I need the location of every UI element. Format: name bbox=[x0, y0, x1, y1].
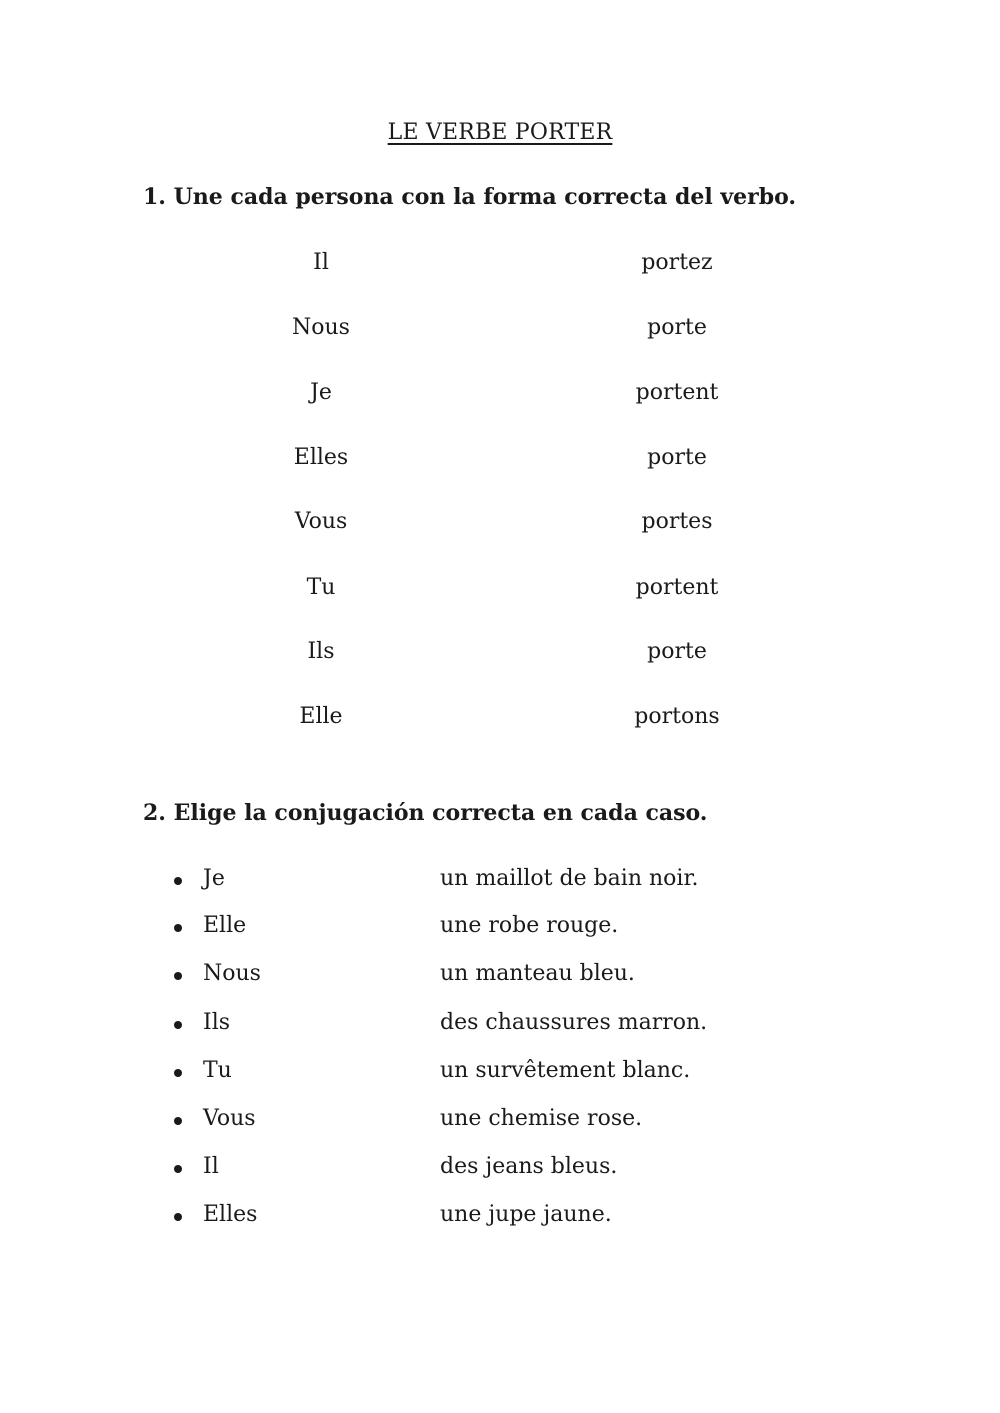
match-row bbox=[0, 250, 1000, 280]
list-item-subject: Il bbox=[203, 1154, 219, 1179]
list-item-object: des jeans bleus. bbox=[440, 1154, 618, 1179]
bullet-icon bbox=[174, 972, 182, 980]
match-verb-form: portes bbox=[641, 509, 713, 534]
match-verb-form: portons bbox=[634, 704, 720, 729]
list-item-object: une jupe jaune. bbox=[440, 1202, 612, 1227]
bullet-icon bbox=[174, 1165, 182, 1173]
list-item-object: un maillot de bain noir. bbox=[440, 866, 699, 891]
list-item-object: un survêtement blanc. bbox=[440, 1058, 691, 1083]
list-item bbox=[0, 961, 1000, 991]
list-item bbox=[0, 866, 1000, 896]
list-item-subject: Elles bbox=[203, 1202, 258, 1227]
list-item bbox=[0, 1010, 1000, 1040]
bullet-icon bbox=[174, 1117, 182, 1125]
list-item-subject: Je bbox=[203, 866, 225, 891]
match-row bbox=[0, 380, 1000, 410]
match-subject: Je bbox=[310, 380, 332, 405]
list-item-object: des chaussures marron. bbox=[440, 1010, 708, 1035]
list-item-subject: Tu bbox=[203, 1058, 232, 1083]
match-subject: Tu bbox=[306, 575, 336, 600]
bullet-icon bbox=[174, 1021, 182, 1029]
list-item bbox=[0, 1202, 1000, 1232]
match-subject: Il bbox=[313, 250, 329, 275]
match-verb-form: portent bbox=[635, 380, 719, 405]
exercise-1-heading: 1. Une cada persona con la forma correcta del verbo. bbox=[143, 184, 797, 210]
list-item bbox=[0, 1154, 1000, 1184]
match-subject: Nous bbox=[292, 315, 350, 340]
list-item bbox=[0, 913, 1000, 943]
bullet-icon bbox=[174, 1213, 182, 1221]
bullet-icon bbox=[174, 877, 182, 885]
match-verb-form: portent bbox=[635, 575, 719, 600]
bullet-icon bbox=[174, 1069, 182, 1077]
list-item-object: un manteau bleu. bbox=[440, 961, 635, 986]
match-verb-form: porte bbox=[647, 639, 707, 664]
bullet-icon bbox=[174, 924, 182, 932]
match-row bbox=[0, 509, 1000, 539]
exercise-2-heading: 2. Elige la conjugación correcta en cada caso. bbox=[143, 800, 708, 826]
match-subject: Ils bbox=[307, 639, 335, 664]
list-item-subject: Nous bbox=[203, 961, 261, 986]
list-item-subject: Ils bbox=[203, 1010, 231, 1035]
list-item-subject: Elle bbox=[203, 913, 247, 938]
match-row bbox=[0, 639, 1000, 669]
match-row bbox=[0, 704, 1000, 734]
match-verb-form: porte bbox=[647, 445, 707, 470]
list-item bbox=[0, 1106, 1000, 1136]
list-item-object: une robe rouge. bbox=[440, 913, 619, 938]
list-item bbox=[0, 1058, 1000, 1088]
match-subject: Elles bbox=[293, 445, 349, 470]
match-subject: Vous bbox=[294, 509, 348, 534]
match-verb-form: porte bbox=[647, 315, 707, 340]
match-subject: Elle bbox=[299, 704, 343, 729]
page-title: LE VERBE PORTER bbox=[387, 120, 613, 145]
list-item-object: une chemise rose. bbox=[440, 1106, 643, 1131]
match-row bbox=[0, 445, 1000, 475]
match-row bbox=[0, 315, 1000, 345]
match-row bbox=[0, 575, 1000, 605]
match-verb-form: portez bbox=[641, 250, 713, 275]
list-item-subject: Vous bbox=[203, 1106, 256, 1131]
